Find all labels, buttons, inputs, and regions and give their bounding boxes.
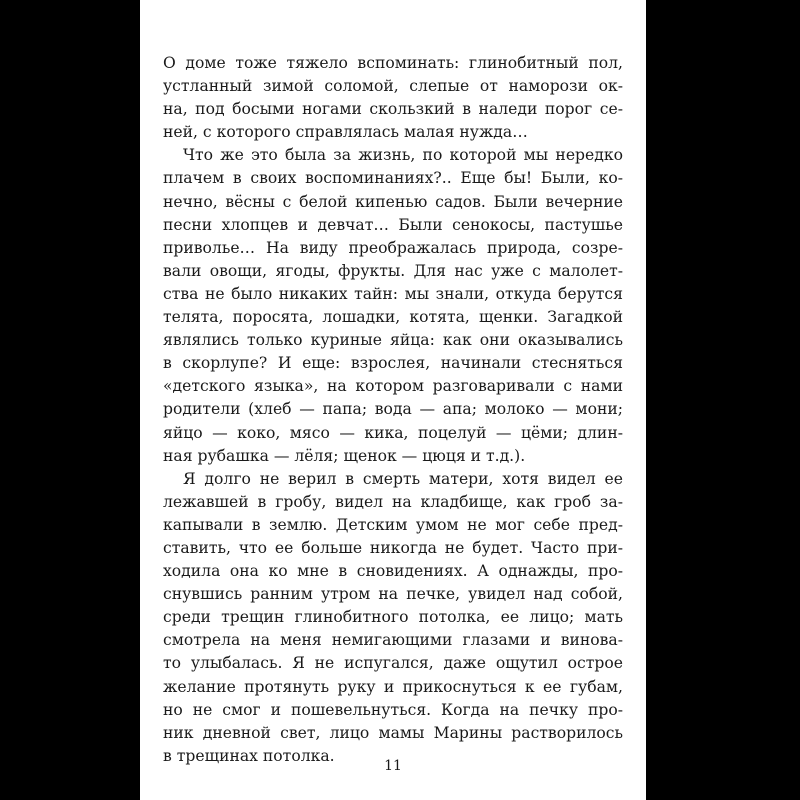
text-line: но не смог и пошевельнуться. Когда на печку про-	[163, 700, 623, 719]
text-line: нечно, вёсны с белой кипенью садов. Были вечерние	[163, 192, 623, 211]
body-text	[163, 52, 623, 768]
text-line: желание протянуть руку и прикоснуться к ее губам,	[163, 677, 623, 696]
text-line: лежавшей в гробу, видел на кладбище, как гроб за-	[163, 492, 623, 511]
text-line: песни хлопцев и девчат… Были сенокосы, пастушье	[163, 215, 623, 234]
text-line: О доме тоже тяжело вспоминать: глинобитный пол,	[163, 54, 623, 72]
text-line: ная рубашка — лёля; щенок — цюця и т.д.).	[163, 446, 526, 465]
text-line: «детского языка», на котором разговаривали с нами	[163, 377, 623, 396]
text-line: яйцо — коко, мясо — кика, поцелуй — цёми; длин-	[163, 423, 623, 442]
text-line: ходила она ко мне в сновидениях. А однажды, про-	[163, 562, 623, 581]
text-line: являлись только куриные яйца: как они оказывались	[163, 331, 623, 350]
book-page	[140, 0, 646, 800]
text-line: плачем в своих воспоминаниях?.. Еще бы! Были, ко-	[163, 169, 623, 188]
text-line: ставить, что ее больше никогда не будет. Часто при-	[163, 538, 623, 557]
text-line: капывали в землю. Детским умом не мог себе пред-	[163, 515, 623, 534]
text-line: ник дневной свет, лицо мамы Марины растворилось	[163, 723, 623, 742]
text-line: родители (хлеб — папа; вода — апа; молоко — мони;	[163, 400, 623, 419]
text-line: на, под босыми ногами скользкий в наледи порог се-	[163, 100, 623, 119]
text-line: приволье… На виду преображалась природа, созре-	[163, 238, 623, 257]
text-line: ства не было никаких тайн: мы знали, откуда берутся	[163, 284, 623, 303]
text-line: то улыбалась. Я не испугался, даже ощутил острое	[163, 654, 623, 673]
text-line: снувшись ранним утром на печке, увидел над собой,	[163, 585, 623, 604]
page-number: 11	[384, 758, 402, 774]
paragraph	[163, 468, 623, 768]
text-line: среди трещин глинобитного потолка, ее лицо; мать	[163, 608, 623, 627]
text-line: вали овощи, ягоды, фрукты. Для нас уже с малолет-	[163, 261, 623, 280]
text-line: в трещинах потолка.	[163, 746, 335, 765]
text-line: устланный зимой соломой, слепые от наморози ок-	[163, 77, 623, 96]
text-line: ней, с которого справлялась малая нужда…	[163, 123, 528, 142]
text-line: в скорлупе? И еще: взрослея, начинали стесняться	[163, 354, 623, 373]
paragraph	[163, 144, 623, 467]
text-line: телята, поросята, лошадки, котята, щенки. Загадкой	[163, 308, 623, 327]
text-line: смотрела на меня немигающими глазами и винова-	[163, 631, 623, 650]
text-line: Я долго не верил в смерть матери, хотя видел ее	[183, 469, 623, 488]
text-line: Что же это была за жизнь, по которой мы нередко	[183, 146, 623, 165]
paragraph	[163, 52, 623, 144]
